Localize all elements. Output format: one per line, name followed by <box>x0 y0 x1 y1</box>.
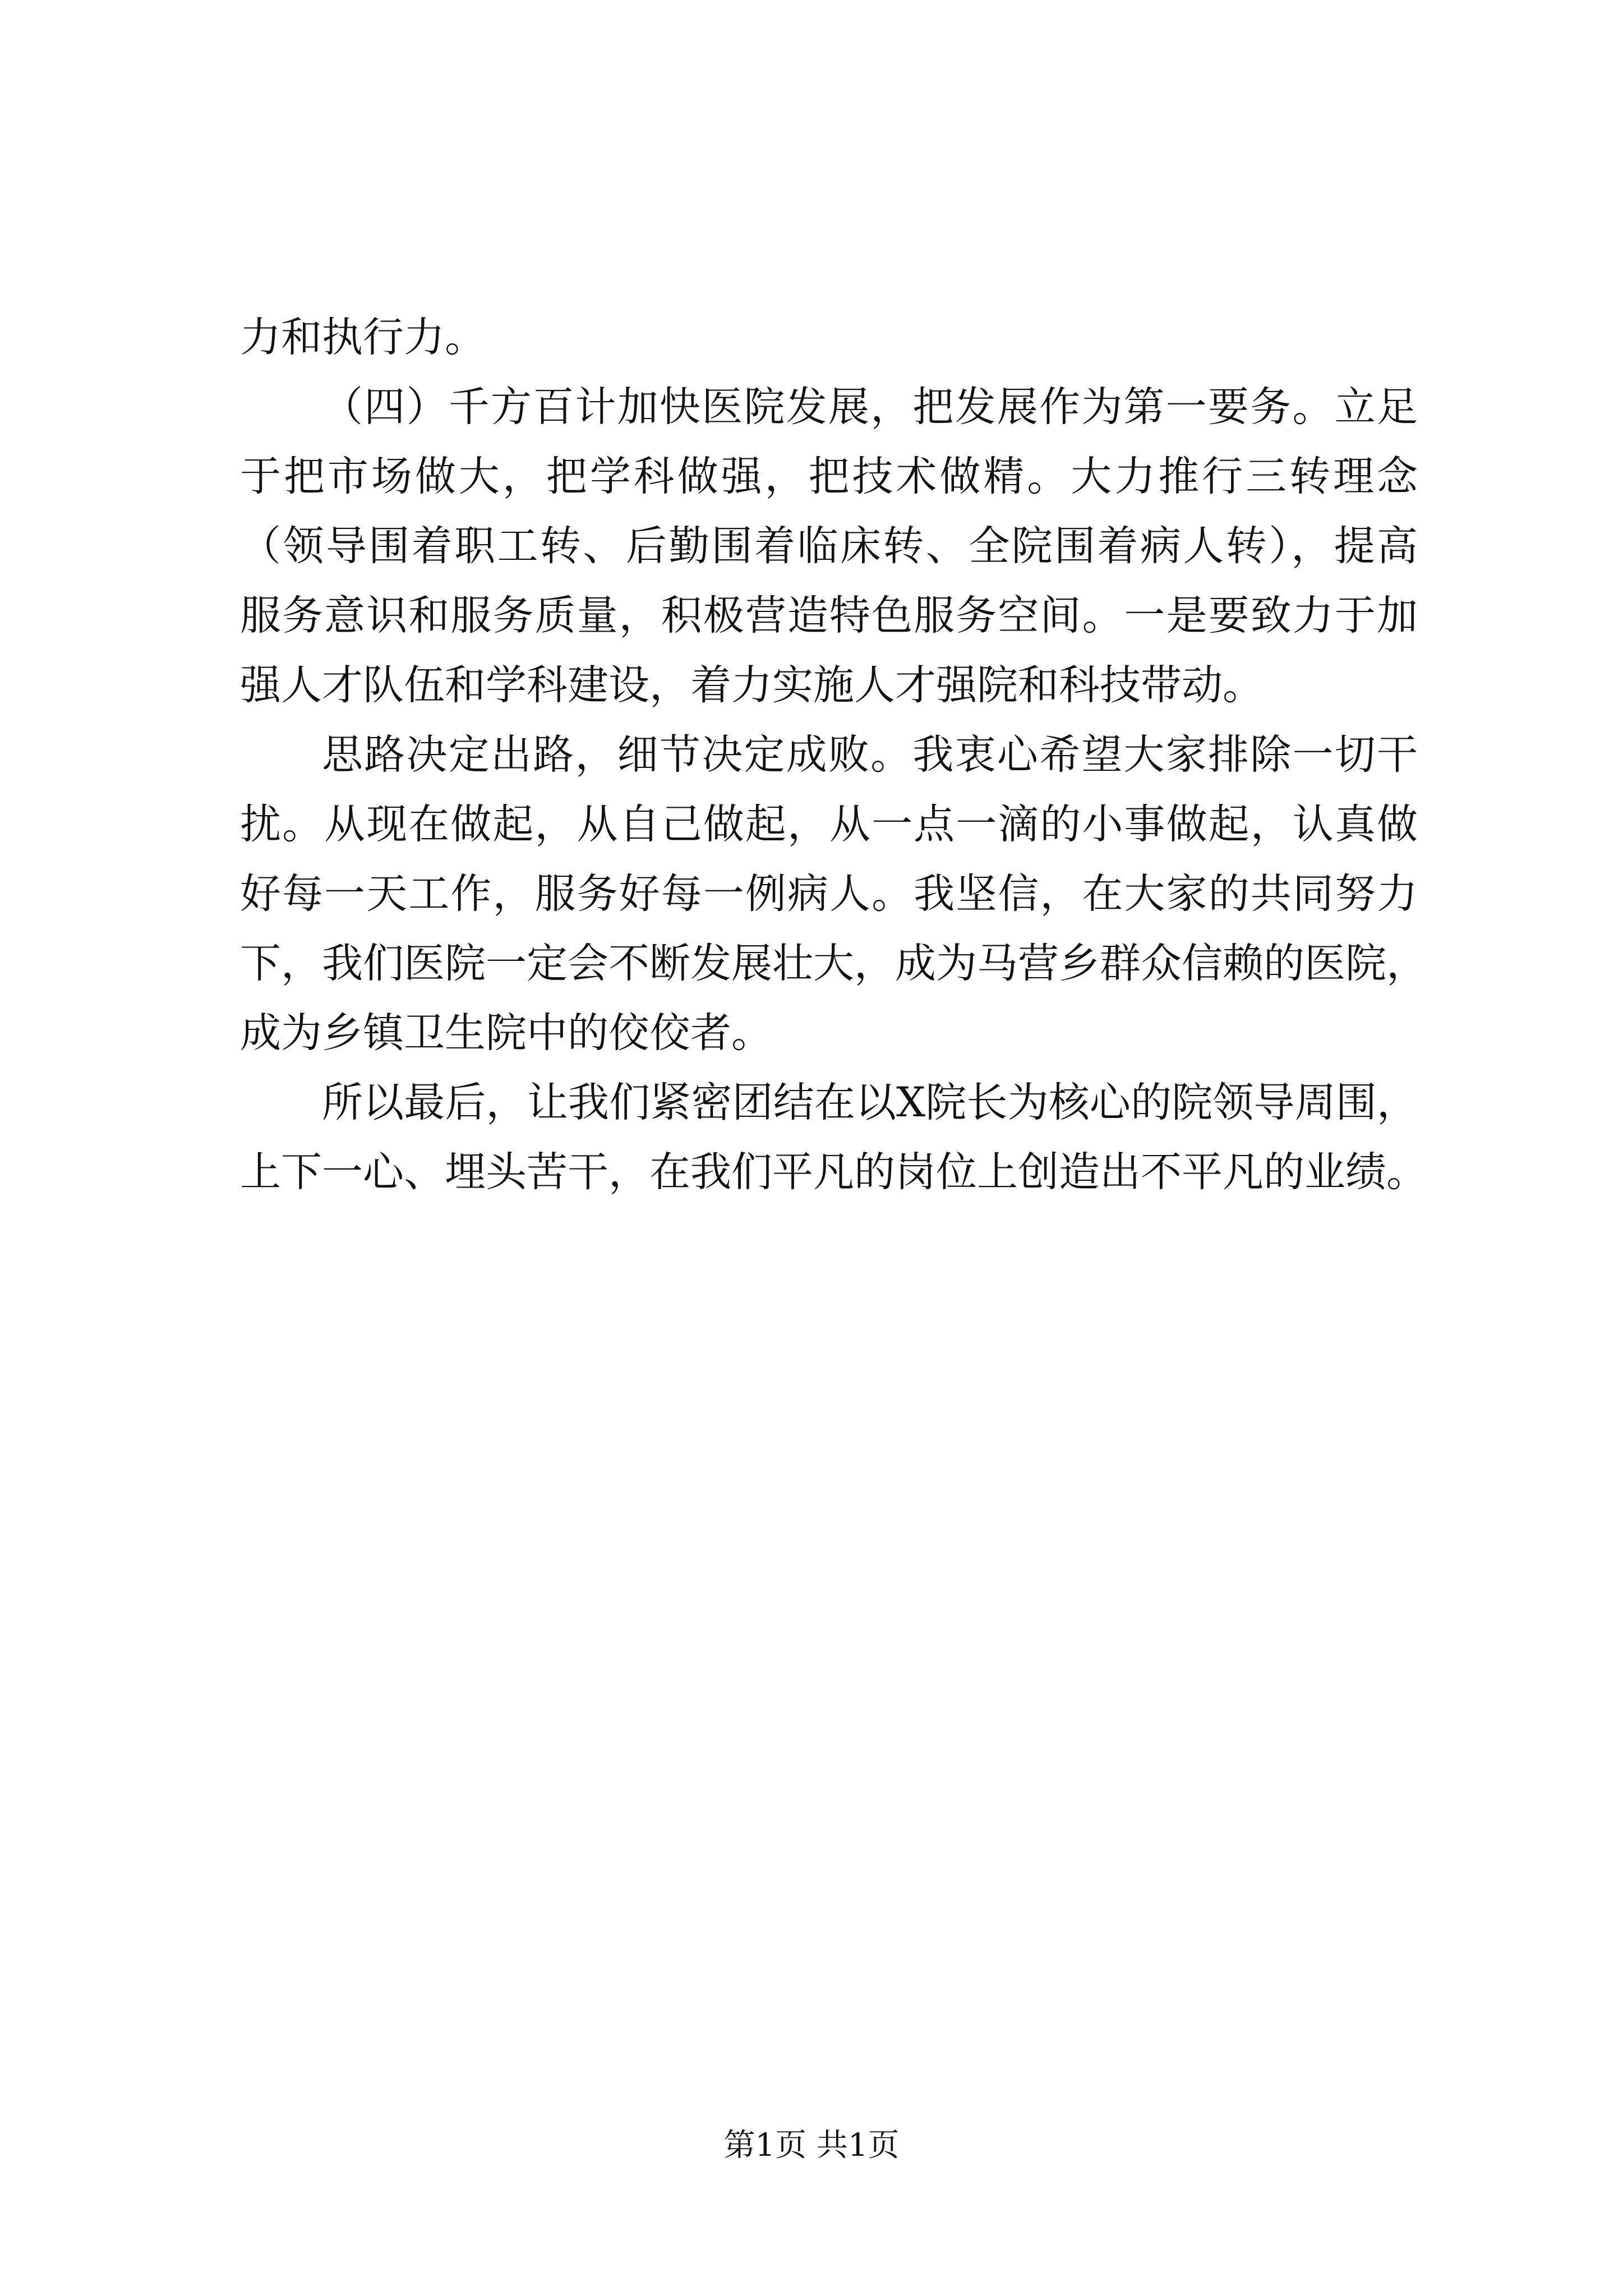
text-line: 上下一心、埋头苦干，在我们平凡的岗位上创造出不平凡的业绩。 <box>240 1148 1427 1196</box>
text-line: 下，我们医院一定会不断发展壮大，成为马营乡群众信赖的医院， <box>240 940 1427 987</box>
text-line: 力和执行力。 <box>240 314 486 361</box>
page-number-footer: 第1页 共1页 <box>723 2127 900 2164</box>
paragraph-first-line: 所以最后，让我们紧密团结在以X院长为核心的院领导周围， <box>322 1079 1418 1126</box>
text-line: 强人才队伍和学科建设，着力实施人才强院和科技带动。 <box>240 661 1264 709</box>
text-line: 扰。从现在做起，从自己做起，从一点一滴的小事做起，认真做 <box>240 800 1418 848</box>
document-body <box>240 303 1427 1207</box>
paragraph-first-line: （四）千方百计加快医院发展，把发展作为第一要务。立足 <box>322 383 1418 431</box>
text-line: 好每一天工作，服务好每一例病人。我坚信，在大家的共同努力 <box>240 870 1418 918</box>
text-line: 服务意识和服务质量，积极营造特色服务空间。一是要致力于加 <box>240 592 1418 639</box>
text-line: （领导围着职工转、后勤围着临床转、全院围着病人转），提高 <box>240 522 1418 570</box>
paragraph-first-line: 思路决定出路，细节决定成败。我衷心希望大家排除一切干 <box>322 731 1418 779</box>
text-line: 成为乡镇卫生院中的佼佼者。 <box>240 1009 772 1057</box>
text-line: 于把市场做大，把学科做强，把技术做精。大力推行三转理念 <box>240 453 1418 500</box>
